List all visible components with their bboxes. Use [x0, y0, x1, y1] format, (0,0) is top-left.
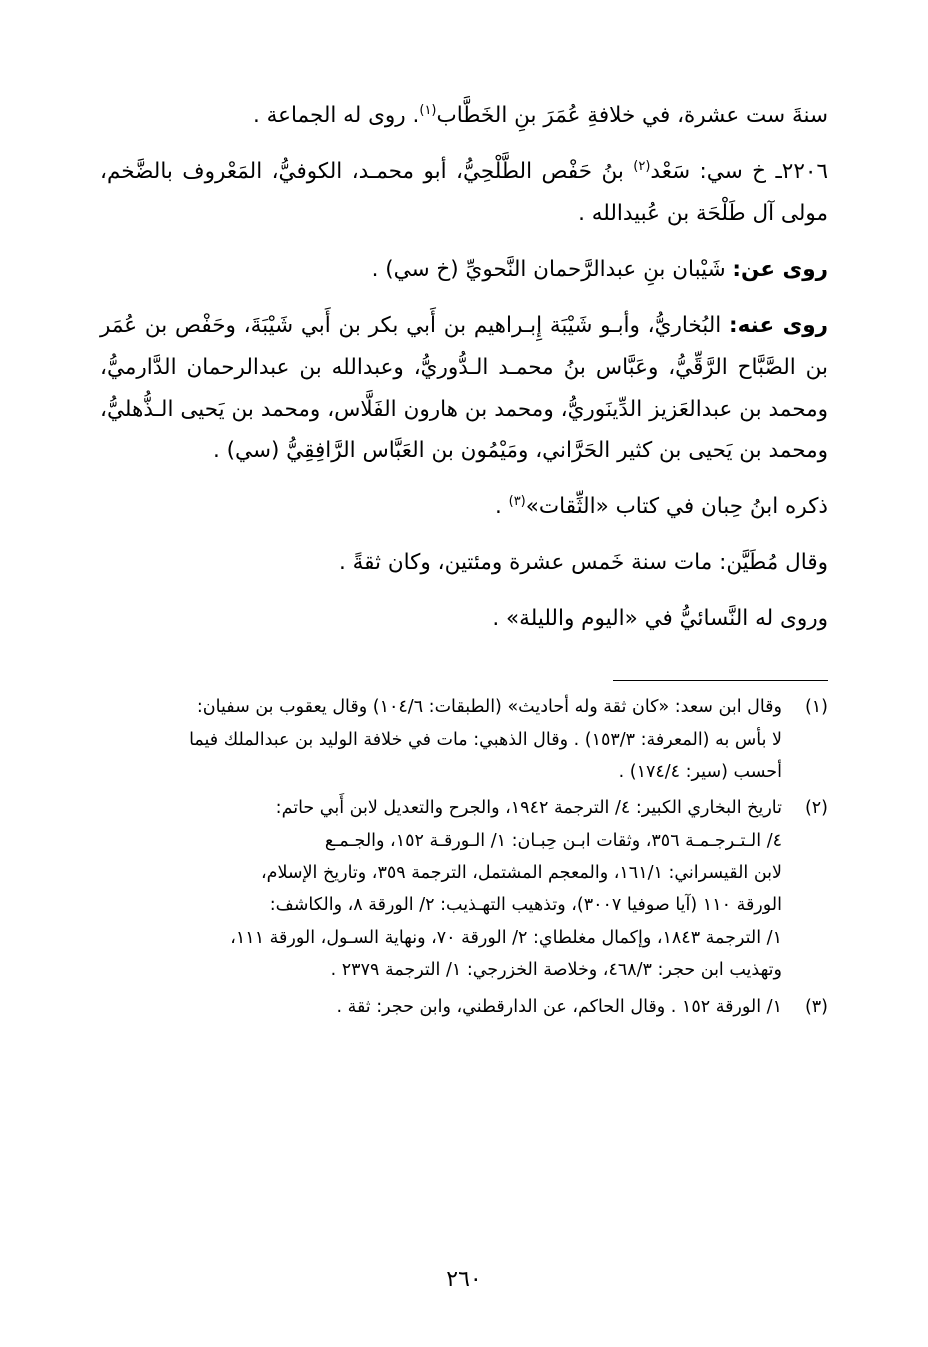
footnote-number: (٣) [804, 996, 828, 1017]
ibn-hibban-text: ذكره ابنُ حِبان في كتاب «الثِّقات» [525, 494, 828, 520]
footnote-separator-rule [613, 680, 828, 681]
mutayyan-text: وقال مُطَيَّن: مات سنة خَمس عشرة ومئتين، وكان ثقةً . [338, 550, 828, 576]
narrated-from-paragraph [100, 249, 828, 291]
footnote-separator-wrap [100, 654, 828, 691]
paragraph-text: سنةَ ست عشرة، في خلافةِ عُمَرَ بنِ الخَطَّاب [436, 103, 828, 128]
mutayyan-statement [100, 542, 828, 584]
footnote-line: ١/ الترجمة ١٨٤٣، وإكمال مغلطاي: ٢/ الورقة ٧٠، ونهاية السـول، الورقة ١١١، [230, 927, 782, 948]
footnote-marker-1: (١) [419, 102, 437, 118]
footnote-item [100, 691, 828, 788]
biography-entry [100, 151, 828, 235]
footnote-item [100, 991, 828, 1023]
narrated-by-text: البُخاريُّ، وأبـو شَيْبَة إِبـراهيم بن أَبي بكر بن أَبي شَيْبَةَ، وحَفْص بن عُمَر بن الصَّبَّاح الرَّقِّيُّ، وعَبَّاس بنُ محمـد الـدُّوريُّ، وعبدالله بن عبدالرحمان الدَّارميُّ، ومحمد بن عبدالعَزيز الدِّينَوريُّ، ومحمد بن هارون الفَلَّاس، ومحمد بن يَحيى الـذُّهليُّ، ومحمد بن يَحيى بن كثير الحَرَّاني، ومَيْمُون بن العَبَّاس الرَّافِقِيُّ (سي) . [100, 312, 828, 464]
footnote-marker-3: (٣) [508, 494, 526, 510]
ibn-hibban-tail: . [494, 494, 509, 520]
narrated-by-label: روى عنه: [729, 312, 829, 338]
footnotes-block [100, 691, 828, 1023]
page-number: ٢٦٠ [446, 1267, 482, 1292]
narrated-by-paragraph [100, 305, 828, 473]
footnote-line: وتهذيب ابن حجر: ٤٦٨/٣، وخلاصة الخزرجي: ١/ الترجمة ٢٣٧٩ . [330, 960, 782, 981]
ibn-hibban-mention [100, 486, 828, 528]
footnote-text [100, 991, 782, 1023]
footnote-text [100, 691, 782, 788]
footnote-number: (١) [804, 697, 828, 718]
nasai-statement [100, 598, 828, 640]
narrated-from-label: روى عن: [732, 256, 828, 282]
main-text-block [100, 95, 828, 640]
footnote-line: الورقة ١١٠ (آيا صوفيا ٣٠٠٧)، وتذهيب التهـذيب: ٢/ الورقة ٨، والكاشف: [269, 895, 782, 916]
footnote-marker-2: (٢) [633, 158, 651, 174]
footnote-line: ٤/ الـتـرجـمـة ٣٥٦، وثقات ابـن حِبـان: ١/ الـورقـة ١٥٢، والجـمـع [324, 830, 782, 851]
footnote-line: تاريخ البخاري الكبير: ٤/ الترجمة ١٩٤٢، والجرح والتعديل لابن أَبي حاتم: [275, 798, 782, 819]
footnote-item [100, 792, 828, 986]
footnote-line: ١/ الورقة ١٥٢ . وقال الحاكم، عن الدارقطني، وابن حجر: ثقة . [336, 996, 782, 1017]
paragraph-tail: . روى له الجماعة . [252, 103, 420, 128]
narrated-from-text: شَيْبان بنِ عبدالرَّحمان النَّحويِّ (خ سي) . [371, 256, 733, 282]
footnote-text [100, 792, 782, 986]
entry-lead-text: ـ خ سي: سَعْد [650, 158, 782, 184]
footnote-line: وقال ابن سعد: «كان ثقة وله أحاديث» (الطبقات: ١٠٤/٦) وقال يعقوب بن سفيان: [196, 697, 782, 718]
paragraph-continuation [100, 95, 828, 137]
entry-body-text: بنُ حَفْص الطَّلْحِيُّ، أبو محمـد، الكوفيُّ، المَعْروف بالضَّخم، مولى آل طَلْحَة بن عُبيدالله . [100, 158, 828, 226]
nasai-text: وروى له النَّسائيُّ في «اليوم والليلة» . [492, 606, 828, 632]
footnote-number: (٢) [804, 798, 828, 819]
footnote-line: لابن القيسراني: ١٦١/١، والمعجم المشتمل، الترجمة ٣٥٩، وتاريخ الإسلام، [260, 863, 782, 884]
footnote-line: أحسب (سير: ١٧٤/٤) . [618, 761, 782, 782]
entry-number: ٢٢٠٦ [781, 158, 828, 184]
footnote-line: لا بأس به (المعرفة: ١٥٣/٣) . وقال الذهبي: مات في خلافة الوليد بن عبدالملك فيما [189, 729, 782, 750]
